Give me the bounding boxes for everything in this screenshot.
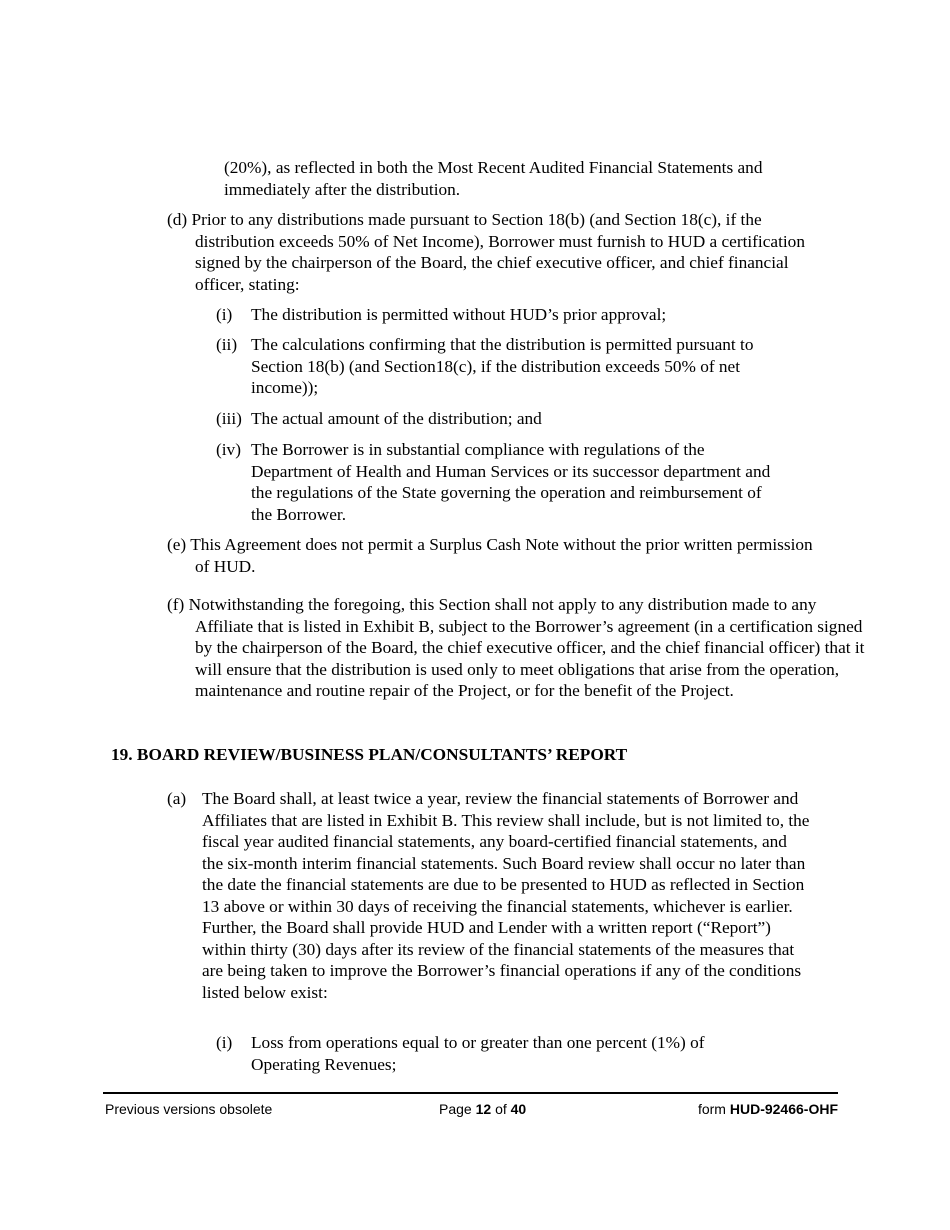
item-e-paragraph: (e) This Agreement does not permit a Surplus Cash Note without the prior written permission of HUD.: [167, 535, 813, 576]
continuation-paragraph: (20%), as reflected in both the Most Recent Audited Financial Statements and immediately after the distribution.: [224, 158, 763, 199]
sub-i-text: The distribution is permitted without HUD’s prior approval;: [251, 305, 667, 324]
footer-form-id: [698, 1101, 838, 1117]
footer-left: Previous versions obsolete: [105, 1101, 273, 1117]
sub-iv-text: The Borrower is in substantial compliance with regulations of the Department of Health and Human Services or its successor department and the regulations of the State governing the operation and reimbursement of the Borrower.: [251, 440, 771, 524]
item-f-paragraph: (f) Notwithstanding the foregoing, this Section shall not apply to any distribution made to any Affiliate that is listed in Exhibit B, subject to the Borrower’s agreement (in a certification signed by the chairperson of the Board, the chief executive officer, and the chief financial officer) that it will ensure that the distribution is used only to meet obligations that arise from the operation, maintenance and routine repair of the Project, or for the benefit of the Project.: [167, 595, 865, 700]
footer-divider: [103, 1092, 838, 1094]
sub-ii-text: The calculations confirming that the distribution is permitted pursuant to Section 18(b) (and Section18(c), if the distribution exceeds 50% of net income));: [251, 335, 754, 397]
item-a-text: The Board shall, at least twice a year, review the financial statements of Borrower and Affiliates that are listed in Exhibit B. This review shall include, but is not limited to, the fiscal year audited financial statements, any board-certified financial statements, and the six-month interim financial statements. Such Board review shall occur no later than the date the financial statements are due to be presented to HUD as reflected in Section 13 above or within 30 days of receiving the financial statements, whichever is earlier. Further, the Board shall provide HUD and Lender with a written report (“Report”) within thirty (30) days after its review of the financial statements of the measures that are being taken to improve the Borrower’s financial operations if any of the conditions listed below exist:: [202, 789, 810, 1002]
form-number: HUD-92466-OHF: [729, 1101, 838, 1117]
page-total: 40: [510, 1101, 527, 1117]
page-of-label: of: [495, 1101, 507, 1117]
item-a-number: (a): [167, 789, 187, 808]
sub-i-number: (i): [216, 305, 233, 324]
section-19-heading: 19. BOARD REVIEW/BUSINESS PLAN/CONSULTANTS’ REPORT: [111, 745, 628, 764]
sub-iv-number: (iv): [216, 440, 241, 459]
section-19-sub-i-number: (i): [216, 1033, 233, 1052]
item-d-paragraph: (d) Prior to any distributions made pursuant to Section 18(b) (and Section 18(c), if the distribution exceeds 50% of Net Income), Borrower must furnish to HUD a certification signed by the chairperson of the Board, the chief executive officer, and chief financial officer, stating:: [167, 210, 805, 294]
page-current: 12: [475, 1101, 492, 1117]
page-label: Page: [439, 1101, 472, 1117]
sub-iii-text: The actual amount of the distribution; and: [251, 409, 542, 428]
footer-page-number: [439, 1101, 526, 1117]
sub-iii-number: (iii): [216, 409, 242, 428]
section-19-sub-i-text: Loss from operations equal to or greater than one percent (1%) of Operating Revenues;: [251, 1033, 705, 1074]
sub-ii-number: (ii): [216, 335, 238, 354]
form-label: form: [697, 1101, 726, 1117]
